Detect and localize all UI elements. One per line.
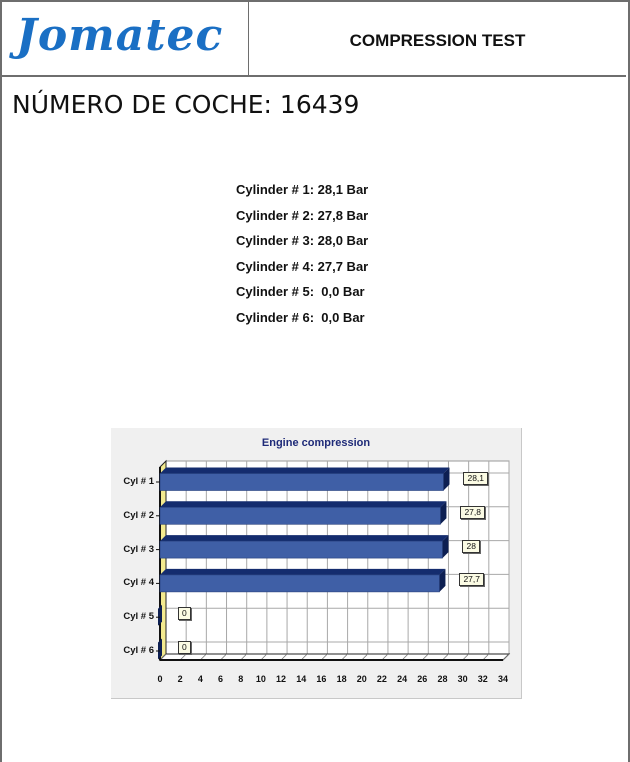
cylinder-reading: Cylinder # 4: 27,7 Bar: [236, 258, 369, 274]
y-axis-label: Cyl # 6: [123, 645, 154, 656]
cylinder-reading: Cylinder # 2: 27,8 Bar: [236, 207, 369, 223]
y-axis-label: Cyl # 1: [123, 476, 154, 487]
x-axis-tick-label: 34: [497, 674, 508, 684]
chart-title: Engine compression: [261, 437, 371, 449]
data-value-label: 27,7: [459, 573, 484, 586]
data-value-label: 28,1: [463, 472, 488, 485]
data-value-label: 0: [178, 641, 191, 654]
x-axis-tick-label: 0: [157, 674, 163, 684]
engine-compression-chart: [111, 428, 522, 699]
report-title: COMPRESSION TEST: [349, 30, 526, 50]
y-axis-label: Cyl # 5: [123, 611, 154, 623]
car-number: NÚMERO DE COCHE: 16439: [12, 90, 360, 119]
jomatec-logo: Jomatec: [16, 10, 224, 61]
x-axis-tick-label: 16: [316, 674, 327, 684]
cylinder-reading: Cylinder # 6: 0,0 Bar: [236, 309, 365, 325]
x-axis-tick-label: 22: [376, 674, 387, 684]
data-value-label: 27,8: [460, 506, 485, 519]
x-axis-tick-label: 6: [218, 674, 224, 684]
x-axis-tick-label: 28: [437, 674, 448, 684]
x-axis-tick-label: 4: [197, 674, 203, 684]
logo-cell: [0, 0, 249, 75]
y-axis-label: Cyl # 3: [123, 543, 154, 555]
x-axis-tick-label: 24: [397, 674, 408, 684]
chart-plot-area: [111, 428, 521, 698]
cylinder-reading: Cylinder # 5: 0,0 Bar: [236, 284, 365, 300]
data-value-label: 0: [178, 607, 191, 620]
x-axis-tick-label: 32: [477, 674, 488, 684]
x-axis-tick-label: 2: [177, 674, 183, 684]
x-axis-tick-label: 18: [336, 674, 347, 684]
x-axis-tick-label: 14: [296, 674, 307, 684]
x-axis-tick-label: 12: [276, 674, 287, 684]
y-axis-label: Cyl # 2: [123, 509, 154, 521]
x-axis-tick-label: 26: [417, 674, 428, 684]
cylinder-readings: [236, 180, 368, 334]
x-axis-tick-label: 20: [356, 674, 367, 684]
title-cell: [249, 0, 626, 75]
data-value-label: 28: [462, 540, 479, 553]
x-axis-tick-label: 30: [457, 674, 468, 684]
cylinder-reading: Cylinder # 1: 28,1 Bar: [236, 182, 369, 197]
y-axis-label: Cyl # 4: [123, 577, 154, 589]
x-axis-tick-label: 10: [255, 674, 266, 684]
x-axis-tick-label: 8: [238, 674, 244, 684]
cylinder-reading: Cylinder # 3: 28,0 Bar: [236, 233, 369, 249]
report-header: [0, 0, 626, 77]
